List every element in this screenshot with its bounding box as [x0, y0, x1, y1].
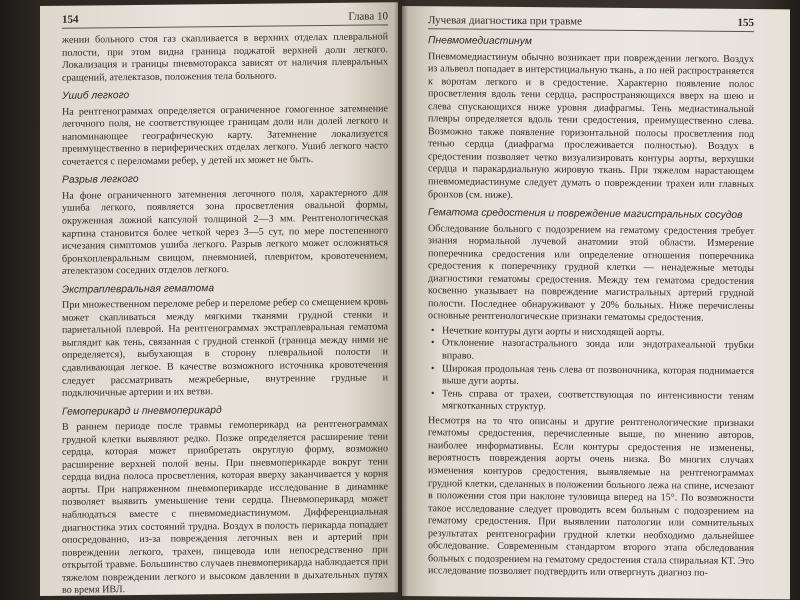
section-text-lung-contusion: На рентгенограммах определяется ограниченное гомогенное затемнение легочного поля, не соответствующее границам доли или долей легкого и напоминающее географическую карту. Затемнение локализуется преимущественно в периферических отделах легкого. Ушиб легкого часто сочетается с переломами ребер, у детей их может не быть.: [62, 103, 388, 168]
left-page: [40, 2, 398, 596]
signs-list: [428, 325, 754, 416]
left-intro-paragraph: жении больного стоя газ скапливается в верхних отделах плевральной полости, при этом видна граница поджатой верхней доли легкого. Локализация и границы пневмоторакса зависят от наличия плевральных сращений, ателектазов, положения тела больного.: [62, 31, 388, 84]
section-heading-lung-contusion: Ушиб легкого: [62, 90, 130, 102]
left-page-content: [62, 10, 388, 596]
list-item: • Нечеткие контуры дуги аорты и нисходящей аорты.: [442, 325, 754, 340]
right-running-header: [428, 14, 754, 32]
list-item: • Отклонение назогастрального зонда или эндотрахеальной трубки вправо.: [442, 338, 754, 366]
section-heading-mediastinal-hematoma: Гематома средостения и повреждение магистральных сосудов: [428, 207, 743, 222]
list-item: • Широкая продольная тень слева от позвоночника, которая поднимается выше дуги аорты.: [442, 363, 754, 391]
section-heading-hemopericardium: Гемоперикард и пневмоперикард: [62, 404, 222, 418]
left-page-number: 154: [62, 13, 79, 26]
section-text-hemopericardium: В раннем периоде после травмы гемоперикард на рентгенограммах грудной клетки выявляют редко. Позже определяется расширение тени сердца, которая может приобретать округлую форму, возможно расширение верхней полой вены. При пневмоперикарде вокруг тени сердца видна полоса просветления, которая вверху заканчивается у корня аорты. При напряженном пневмоперикарде исследование в динамике позволяет выявить уменьшение тени сердца. Пневмоперикард может наблюдаться вместе с пневмомедиастинумом. Дифференциальная диагностика этих состояний трудна. Воздух в полость перикарда попадает опосредованно, из-за повреждения легочных вен и артерий при повреждении легкого, трахеи, пищевода или непосредственно при открытой травме. Большинство случаев пневмоперикарда наблюдается при тяжелом повреждении легкого и высоком давлении в дыхательных путях во время ИВЛ.: [62, 418, 388, 596]
section-text-mediastinal-hematoma-continued: Несмотря на то что описаны и другие рентгенологические признаки гематомы средостения, перечисленные выше, по мнению авторов, наиболее информативны. Если контуры средостения не изменены, вероятность повреждения аорты очень низка. Во многих случаях изменения контуров средостения, выявляемые на рентгенограммах грудной клетки, сделанных в положении больного лежа на спине, исчезают в положении стоя при наклоне туловища вперед на 15°. По возможности такое исследование следует проводить всем больным с подозрением на гематому средостения. При выявлении патологии или сомнительных результатах рентгенографии грудной клетки необходимо дальнейшее обследование. Современным стандартом второго этапа обследования больных с подозрением на гематому средостения стала спиральная КТ. Это исследование позволяет подтвердить или отвергнуть диагноз по-: [428, 414, 754, 579]
right-chapter-title: Лучевая диагностика при травме: [428, 14, 582, 28]
section-text-extrapleural-hematoma: При множественном переломе ребер и переломе ребер со смещением кровь может скапливаться между мягкими тканями грудной стенки и париетальной плеврой. На рентгенограммах экстраплевральная гематома выглядит как тень, связанная с грудной стенкой (граница между ними не определяется), выбухающая в сторону плевральной полости и сдавливающая легкое. В качестве возможного источника кровотечения следует рассматривать межреберные, внутренние грудные и подключичные артерии и их ветви.: [62, 296, 388, 399]
section-text-pneumomediastinum: Пневмомедиастинум обычно возникает при повреждении легкого. Воздух из альвеол попадает в интерстициальную ткань, а по ней распространяется к воротам легкого и в средостение. Характерно появление полос просветления вдоль тени сердца, распространяющихся вверх на шею и слева спускающихся ниже уровня диафрагмы. Тень медиастинальной плевры определяется вдоль тени средостения, преимущественно слева. Возможно также появление горизонтальной полосы просветления под тенью сердца (диафрагма прослеживается полностью). Воздух в средостении позволяет четко визуализировать контуры аорты, верхушки сердца и паракардиальную жировую ткань. При тяжелом нарастающем пневмомедиастинуме следует думать о повреждении трахеи или главных бронхов (см. ниже).: [428, 50, 754, 201]
right-page-number: 155: [737, 16, 754, 30]
section-heading-lung-rupture: Разрыв легкого: [62, 174, 139, 187]
right-page-content: [428, 14, 754, 581]
book-spine-shadow: [394, 0, 408, 600]
section-heading-pneumomediastinum: Пневмомедиастинум: [428, 35, 532, 48]
left-chapter-title: Глава 10: [348, 10, 388, 23]
list-item: • Тень справа от трахеи, соответствующая по интенсивности теням мягкотканных структур.: [442, 388, 754, 416]
section-text-mediastinal-hematoma: Обследование больного с подозрением на гематому средостения требует знания нормальной лучевой анатомии этой области. Измерение поперечника средостения или определение отношения поперечника средостения к поперечнику грудной клетки — ненадежные методы диагностики гематомы средостения. Между тем гематома средостения косвенно указывает на повреждение магистральных артерий грудной полости. Последнее обнаруживают у 20% больных. Ниже перечислены основные рентгенологические признаки гематомы средостения.: [428, 222, 754, 325]
right-page: [402, 6, 790, 599]
section-heading-extrapleural-hematoma: Экстраплевральная гематома: [62, 282, 215, 296]
left-running-header: [62, 10, 388, 28]
section-text-lung-rupture: На фоне ограниченного затемнения легочного поля, характерного для ушиба легкого, появляется зона просветления овальной формы, окруженная ложной капсулой толщиной 2—3 мм. Рентгенологическая картина становится более четкой через 3—5 сут, по мере постепенного исчезания симптомов ушиба легкого. Разрыв легкого может осложняться бронхоплевральным свищом, пневмонией, плевритом, кровотечением, ателектазом соседних отделов легкого.: [62, 187, 388, 277]
